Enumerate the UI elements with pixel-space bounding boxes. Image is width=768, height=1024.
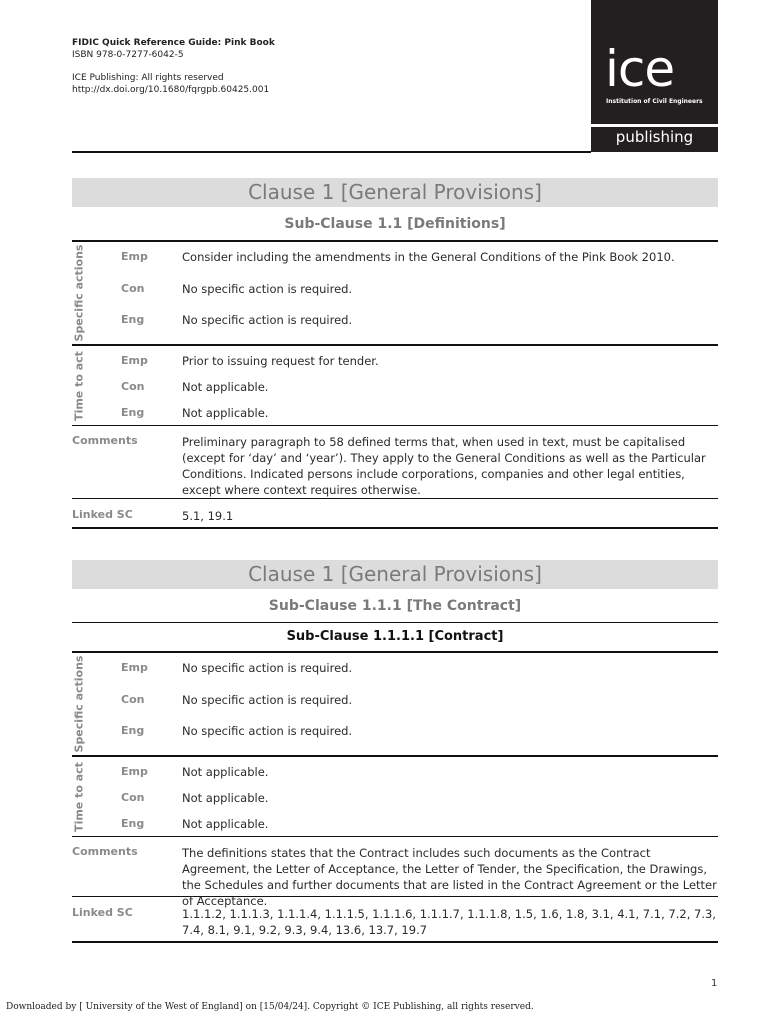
divider bbox=[72, 527, 718, 529]
comments-text: The definitions states that the Contract includes such documents as the Contract Agreement, the Letter of Acceptance, the Letter of Tender, the Specification, the Drawings, the Schedules and further documents that are listed in the Contract Agreement or the Letter of Acceptance. bbox=[182, 846, 717, 908]
role-label: Con bbox=[121, 282, 145, 295]
role-label: Con bbox=[121, 693, 145, 706]
linked-sc-row bbox=[72, 897, 718, 941]
header-divider bbox=[72, 151, 591, 153]
subsubclause-title: Sub-Clause 1.1.1.1 [Contract] bbox=[286, 629, 504, 644]
clause-title: Clause 1 [General Provisions] bbox=[72, 560, 718, 589]
time-to-act-label: Time to act bbox=[72, 761, 86, 832]
comments-label: Comments bbox=[72, 845, 138, 858]
time-text: Not applicable. bbox=[182, 765, 269, 779]
action-text: No specific action is required. bbox=[182, 724, 353, 738]
role-label: Eng bbox=[121, 313, 145, 326]
role-label: Emp bbox=[121, 250, 148, 263]
role-label: Con bbox=[121, 791, 145, 804]
specific-actions-label: Specific actions bbox=[72, 244, 86, 342]
comments-text: Preliminary paragraph to 58 defined terms that, when used in text, must be capitalised (except for ‘day’ and ‘year’). They apply to the General Conditions as well as the Particular Conditions. Indicated persons include corporations, companies and other legal entities, except where context requires otherwise. bbox=[182, 435, 706, 497]
book-title: FIDIC Quick Reference Guide: Pink Book bbox=[72, 38, 275, 48]
role-label: Eng bbox=[121, 724, 145, 737]
role-label: Con bbox=[121, 380, 145, 393]
specific-actions-label: Specific actions bbox=[72, 655, 86, 753]
linked-sc-label: Linked SC bbox=[72, 906, 133, 919]
specific-actions-group bbox=[72, 242, 718, 344]
isbn: ISBN 978-0-7277-6042-5 bbox=[72, 50, 184, 60]
ice-wordmark: ice bbox=[605, 40, 675, 98]
document-header bbox=[72, 37, 275, 96]
time-text: Not applicable. bbox=[182, 791, 269, 805]
download-footer: Downloaded by [ University of the West of England] on [15/04/24]. Copyright © ICE Publishing, all rights reserved. bbox=[6, 1002, 534, 1012]
action-text: No specific action is required. bbox=[182, 313, 353, 327]
comments-row bbox=[72, 837, 718, 908]
role-label: Eng bbox=[121, 817, 145, 830]
time-to-act-group bbox=[72, 757, 718, 836]
comments-row bbox=[72, 426, 718, 498]
institution-name: Institution of Civil Engineers bbox=[606, 98, 703, 105]
linked-sc-label: Linked SC bbox=[72, 508, 133, 521]
time-text: Not applicable. bbox=[182, 817, 269, 831]
role-label: Emp bbox=[121, 765, 148, 778]
time-text: Not applicable. bbox=[182, 380, 269, 394]
specific-actions-group bbox=[72, 653, 718, 755]
clause-section-1 bbox=[72, 178, 718, 529]
ice-publishing-logo bbox=[591, 0, 718, 152]
role-label: Emp bbox=[121, 661, 148, 674]
linked-sc-values: 1.1.1.2, 1.1.1.3, 1.1.1.4, 1.1.1.5, 1.1.1.6, 1.1.1.7, 1.1.1.8, 1.5, 1.6, 1.8, 3.1, 4.1, 7.1, 7.2, 7.3, 7.4, 8.1, 9.1, 9.2, 9.3, 9.4, 13.6, 13.7, 19.7 bbox=[182, 907, 716, 937]
time-to-act-group bbox=[72, 346, 718, 425]
action-text: No specific action is required. bbox=[182, 693, 353, 707]
divider bbox=[72, 941, 718, 943]
rights-notice: ICE Publishing: All rights reserved bbox=[72, 73, 224, 83]
clause-section-2 bbox=[72, 560, 718, 943]
subclause-title: Sub-Clause 1.1.1 [The Contract] bbox=[268, 598, 522, 614]
action-text: No specific action is required. bbox=[182, 661, 353, 675]
role-label: Emp bbox=[121, 354, 148, 367]
linked-sc-row bbox=[72, 499, 718, 527]
action-text: No specific action is required. bbox=[182, 282, 353, 296]
time-to-act-label: Time to act bbox=[72, 350, 86, 421]
clause-title: Clause 1 [General Provisions] bbox=[72, 178, 718, 207]
linked-sc-values: 5.1, 19.1 bbox=[182, 509, 234, 523]
subclause-title: Sub-Clause 1.1 [Definitions] bbox=[284, 216, 506, 232]
time-text: Prior to issuing request for tender. bbox=[182, 354, 379, 368]
comments-label: Comments bbox=[72, 434, 138, 447]
time-text: Not applicable. bbox=[182, 406, 269, 420]
publishing-wordmark: publishing bbox=[615, 128, 694, 146]
action-text: Consider including the amendments in the General Conditions of the Pink Book 2010. bbox=[182, 250, 675, 264]
doi-link[interactable]: http://dx.doi.org/10.1680/fqrgpb.60425.001 bbox=[72, 85, 270, 95]
role-label: Eng bbox=[121, 406, 145, 419]
page-number: 1 bbox=[711, 978, 718, 989]
